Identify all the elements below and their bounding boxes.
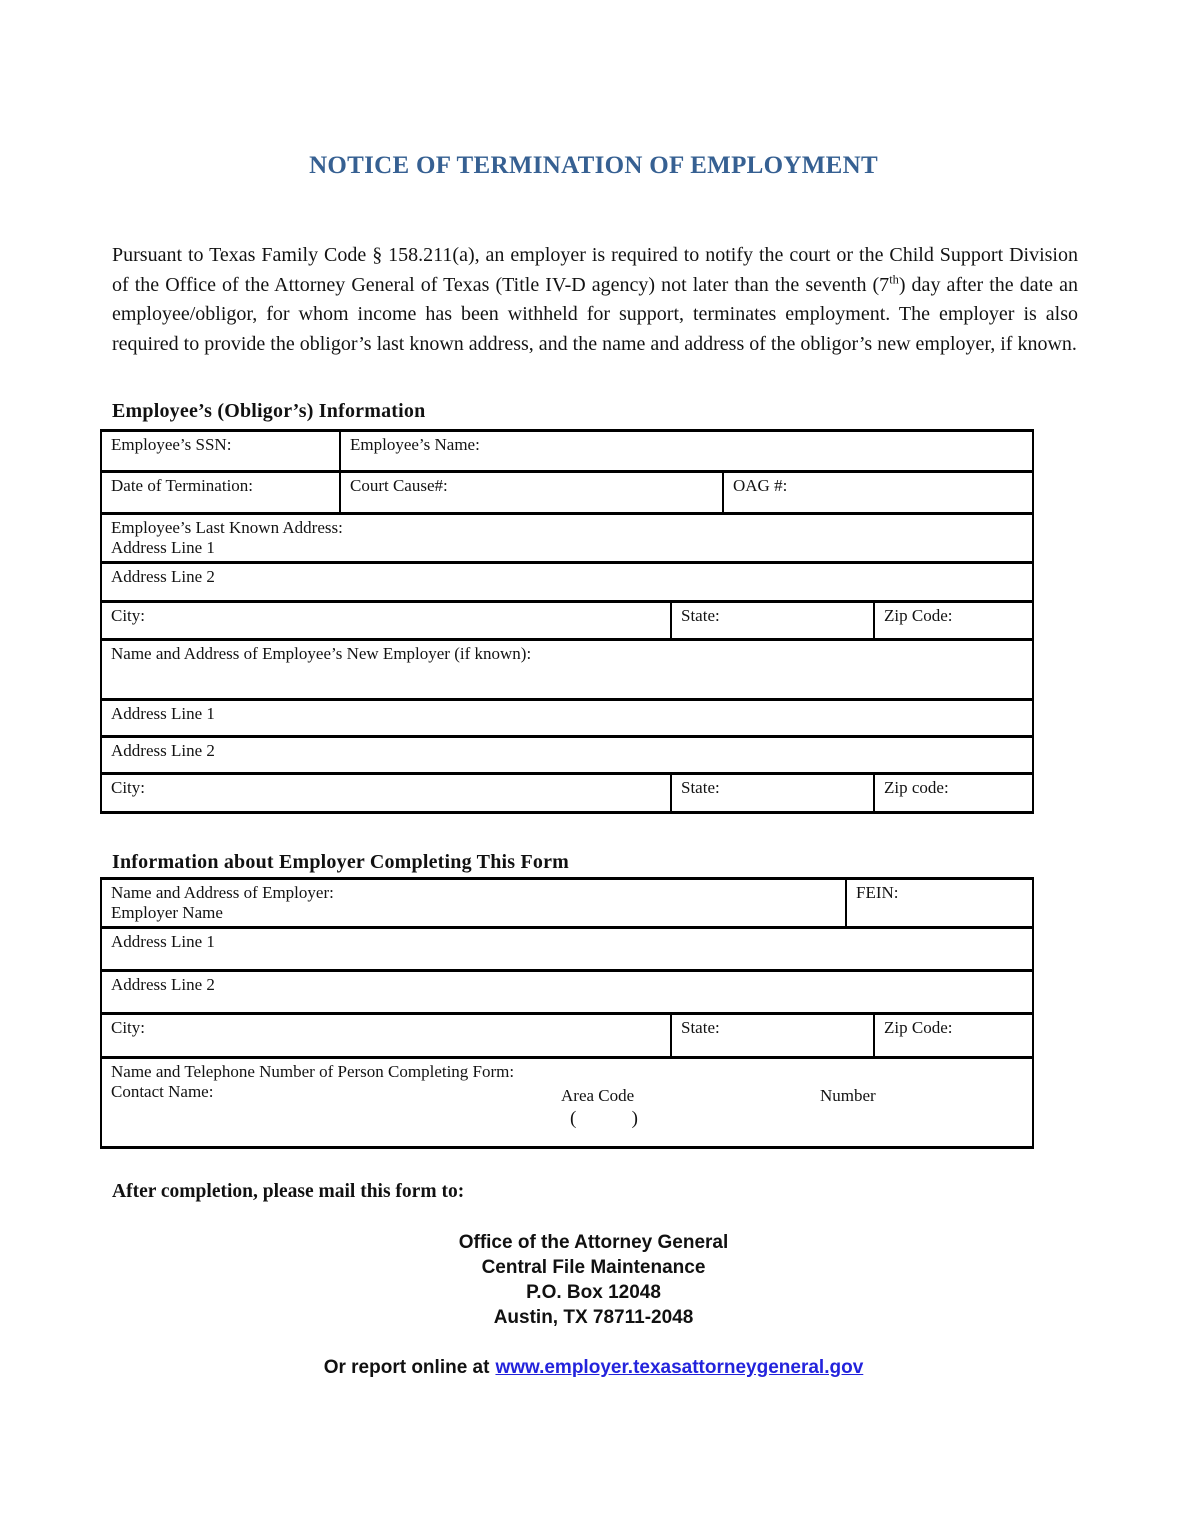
field-employer-name-address[interactable]: [101, 879, 846, 928]
state-label: State:: [681, 606, 720, 625]
mail-instruction: After completion, please mail this form to:: [112, 1181, 465, 1202]
address-line-1-label: Address Line 1: [111, 932, 215, 951]
table-row: [101, 928, 1033, 971]
employee-ssn-label: Employee’s SSN:: [111, 435, 232, 454]
field-employer-state[interactable]: [671, 1014, 874, 1058]
field-employer-address-line1[interactable]: [101, 928, 1033, 971]
mail-address-line: Office of the Attorney General: [458, 1232, 729, 1253]
address-line-2-label: Address Line 2: [111, 975, 215, 994]
state-label: State:: [681, 1018, 720, 1037]
address-line-1-label: Address Line 1: [111, 704, 215, 723]
table-row: [101, 737, 1033, 774]
field-employee-ssn[interactable]: [101, 431, 340, 472]
state-label: State:: [681, 778, 720, 797]
online-report-link[interactable]: www.employer.texasattorneygeneral.gov: [495, 1357, 864, 1378]
employee-info-heading: Employee’s (Obligor’s) Information: [112, 400, 426, 422]
field-fein[interactable]: [846, 879, 1033, 928]
field-date-of-termination[interactable]: [101, 472, 340, 514]
field-court-cause[interactable]: [340, 472, 723, 514]
zip-code-label: Zip Code:: [884, 1018, 953, 1037]
employee-name-label: Employee’s Name:: [350, 435, 480, 454]
field-new-employer-address-line1[interactable]: [101, 700, 1033, 737]
mail-address-block: [0, 1230, 1187, 1330]
contact-name-label: Contact Name:: [111, 1082, 214, 1101]
court-cause-label: Court Cause#:: [350, 476, 448, 495]
field-last-known-address-line1[interactable]: [101, 514, 1033, 563]
person-row-title-label: Name and Telephone Number of Person Completing Form:: [111, 1062, 515, 1081]
employer-info-table: [100, 877, 1034, 1149]
field-employer-address-line2[interactable]: [101, 971, 1033, 1014]
table-row: [101, 700, 1033, 737]
new-employer-label: Name and Address of Employee’s New Employer (if known):: [111, 644, 532, 663]
intro-superscript: th: [889, 271, 899, 286]
intro-text-part2: ) day after the date an employee/obligor, for whom income has been withheld for support, terminates employment. The employer is also required to provide the obligor’s last known address, and the name and address of the obligor’s new employer, if known.: [112, 273, 1078, 355]
online-report-prefix: Or report online at: [323, 1357, 490, 1378]
address-line-2-label: Address Line 2: [111, 741, 215, 760]
city-label: City:: [111, 606, 146, 625]
mail-address-line: Central File Maintenance: [481, 1257, 706, 1278]
field-employee-name[interactable]: [340, 431, 1033, 472]
table-row: [101, 1058, 1033, 1148]
field-new-employer-address-line2[interactable]: [101, 737, 1033, 774]
city-label: City:: [111, 778, 146, 797]
field-oag-number[interactable]: [723, 472, 1033, 514]
date-of-termination-label: Date of Termination:: [111, 476, 254, 495]
paren-open: (: [570, 1108, 577, 1129]
employer-name-address-label: Name and Address of Employer:: [111, 883, 334, 902]
paren-close: ): [631, 1108, 638, 1129]
zip-code-label: Zip code:: [884, 778, 949, 797]
field-last-known-address-line2[interactable]: [101, 563, 1033, 602]
table-row: [101, 774, 1033, 813]
table-row: [101, 1014, 1033, 1058]
city-label: City:: [111, 1018, 146, 1037]
table-row: [101, 971, 1033, 1014]
field-new-employer-zip[interactable]: [874, 774, 1033, 813]
online-report-line: [0, 1357, 1187, 1379]
field-new-employer-state[interactable]: [671, 774, 874, 813]
employee-info-table: [100, 429, 1034, 814]
table-row: [101, 879, 1033, 928]
oag-number-label: OAG #:: [733, 476, 788, 495]
number-label: Number: [820, 1086, 876, 1105]
field-employer-zip[interactable]: [874, 1014, 1033, 1058]
field-employee-zip[interactable]: [874, 602, 1033, 640]
field-employee-state[interactable]: [671, 602, 874, 640]
mail-address-line: P.O. Box 12048: [526, 1282, 661, 1303]
field-person-completing-form[interactable]: [101, 1058, 1033, 1148]
employer-name-label: Employer Name: [111, 903, 223, 922]
employer-info-heading: Information about Employer Completing This Form: [112, 851, 570, 873]
field-employer-city[interactable]: [101, 1014, 671, 1058]
page-title: NOTICE OF TERMINATION OF EMPLOYMENT: [309, 152, 878, 179]
fein-label: FEIN:: [856, 883, 899, 902]
intro-paragraph: [112, 241, 1078, 359]
intro-text-part1: Pursuant to Texas Family Code § 158.211(a), an employer is required to notify the court or the Child Support Division of the Office of the Attorney General of Texas (Title IV-D agency) not later than the seventh (7: [112, 244, 1078, 296]
table-row: [101, 640, 1033, 700]
table-row: [101, 514, 1033, 563]
table-row: [101, 563, 1033, 602]
table-row: [101, 602, 1033, 640]
last-known-address-label: Employee’s Last Known Address:: [111, 518, 343, 537]
zip-code-label: Zip Code:: [884, 606, 953, 625]
area-code-parentheses[interactable]: [570, 1109, 638, 1129]
field-new-employer-city[interactable]: [101, 774, 671, 813]
table-row: [101, 431, 1033, 472]
table-row: [101, 472, 1033, 514]
area-code-label: Area Code: [561, 1086, 635, 1105]
field-new-employer-name-address[interactable]: [101, 640, 1033, 700]
field-employee-city[interactable]: [101, 602, 671, 640]
address-line-2-label: Address Line 2: [111, 567, 215, 586]
mail-address-line: Austin, TX 78711-2048: [493, 1307, 694, 1328]
address-line-1-label: Address Line 1: [111, 538, 215, 557]
